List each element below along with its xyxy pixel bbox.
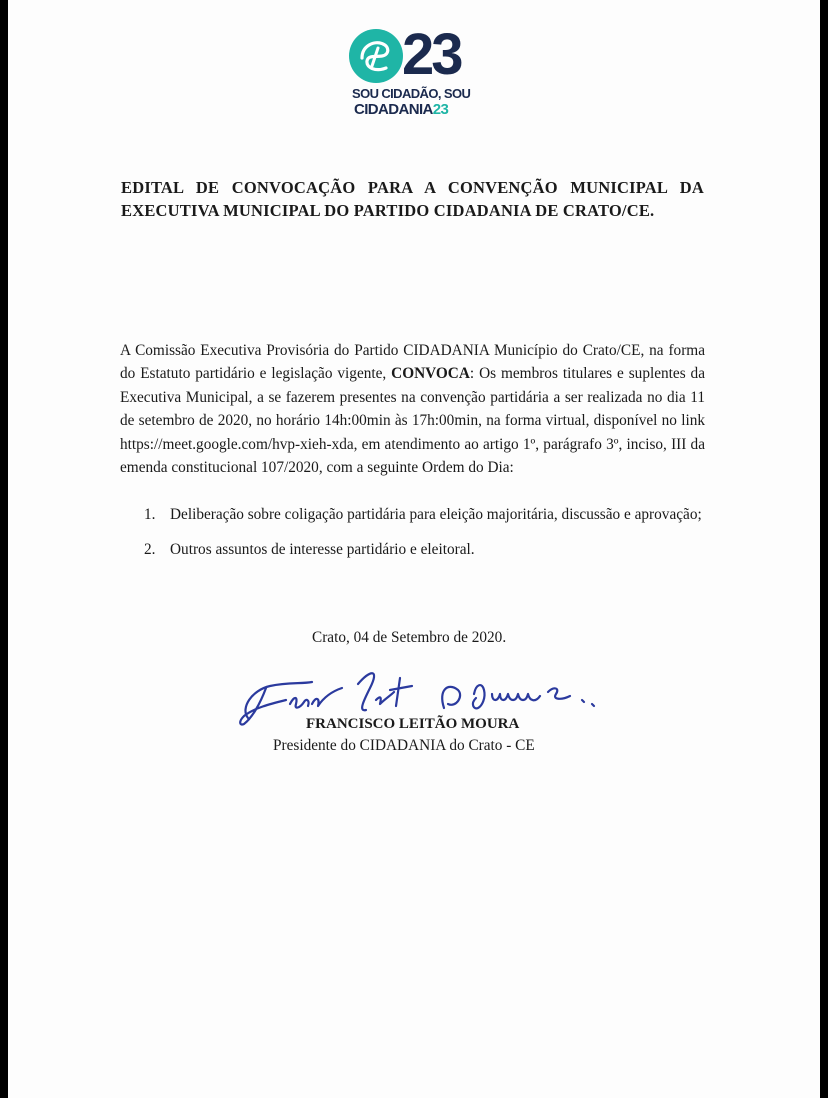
logo-number: 23 [402, 22, 461, 87]
agenda-item [144, 503, 705, 526]
cidadania-logo-icon [348, 28, 404, 84]
logo-slogan-line1: SOU CIDADÃO, SOU [352, 86, 471, 101]
logo-party-number: 23 [432, 101, 449, 118]
agenda-item-number: 1. [144, 506, 156, 523]
logo-party-word: CIDADANIA [354, 101, 433, 118]
document-page [8, 0, 820, 1098]
agenda-list [144, 503, 705, 562]
date-line: Crato, 04 de Setembro de 2020. [312, 629, 507, 646]
agenda-item-text: Deliberação sobre coligação partidária para eleição majoritária, discussão e aprovação; [170, 506, 702, 523]
agenda-item [144, 538, 705, 561]
agenda-item-text: Outros assuntos de interesse partidário e eleitoral. [170, 541, 475, 559]
body-keyword: CONVOCA [391, 365, 470, 383]
party-logo [348, 22, 488, 123]
signatory-role: Presidente do CIDADANIA do Crato - CE [273, 737, 535, 754]
body-intro: A Comissão Executiva Provisória do Partido CIDADANIA Município do Crato/CE, na forma do Estatuto partidário e legislação vigente, [120, 342, 705, 383]
signatory-name: FRANCISCO LEITÃO MOURA [306, 716, 520, 732]
logo-slogan-line2 [354, 101, 448, 118]
body-rest: : Os membros titulares e suplentes da Executiva Municipal, a se fazerem presentes na convenção partidária a ser realizada no dia 11 de setembro de 2020, no horário 14h:00min às 17h:00min, na forma virtual, disponível no link https://meet.google.com/hvp-xieh-xda, em atendimento ao artigo 1º, parágrafo 3º, inciso, III da emenda constitucional 107/2020, com a seguinte Ordem do Dia: [120, 365, 705, 477]
document-title: EDITAL DE CONVOCAÇÃO PARA A CONVENÇÃO MUNICIPAL DA EXECUTIVA MUNICIPAL DO PARTIDO CIDADANIA DE CRATO/CE. [121, 178, 704, 220]
body-paragraph [120, 339, 705, 479]
agenda-item-number: 2. [144, 541, 156, 559]
